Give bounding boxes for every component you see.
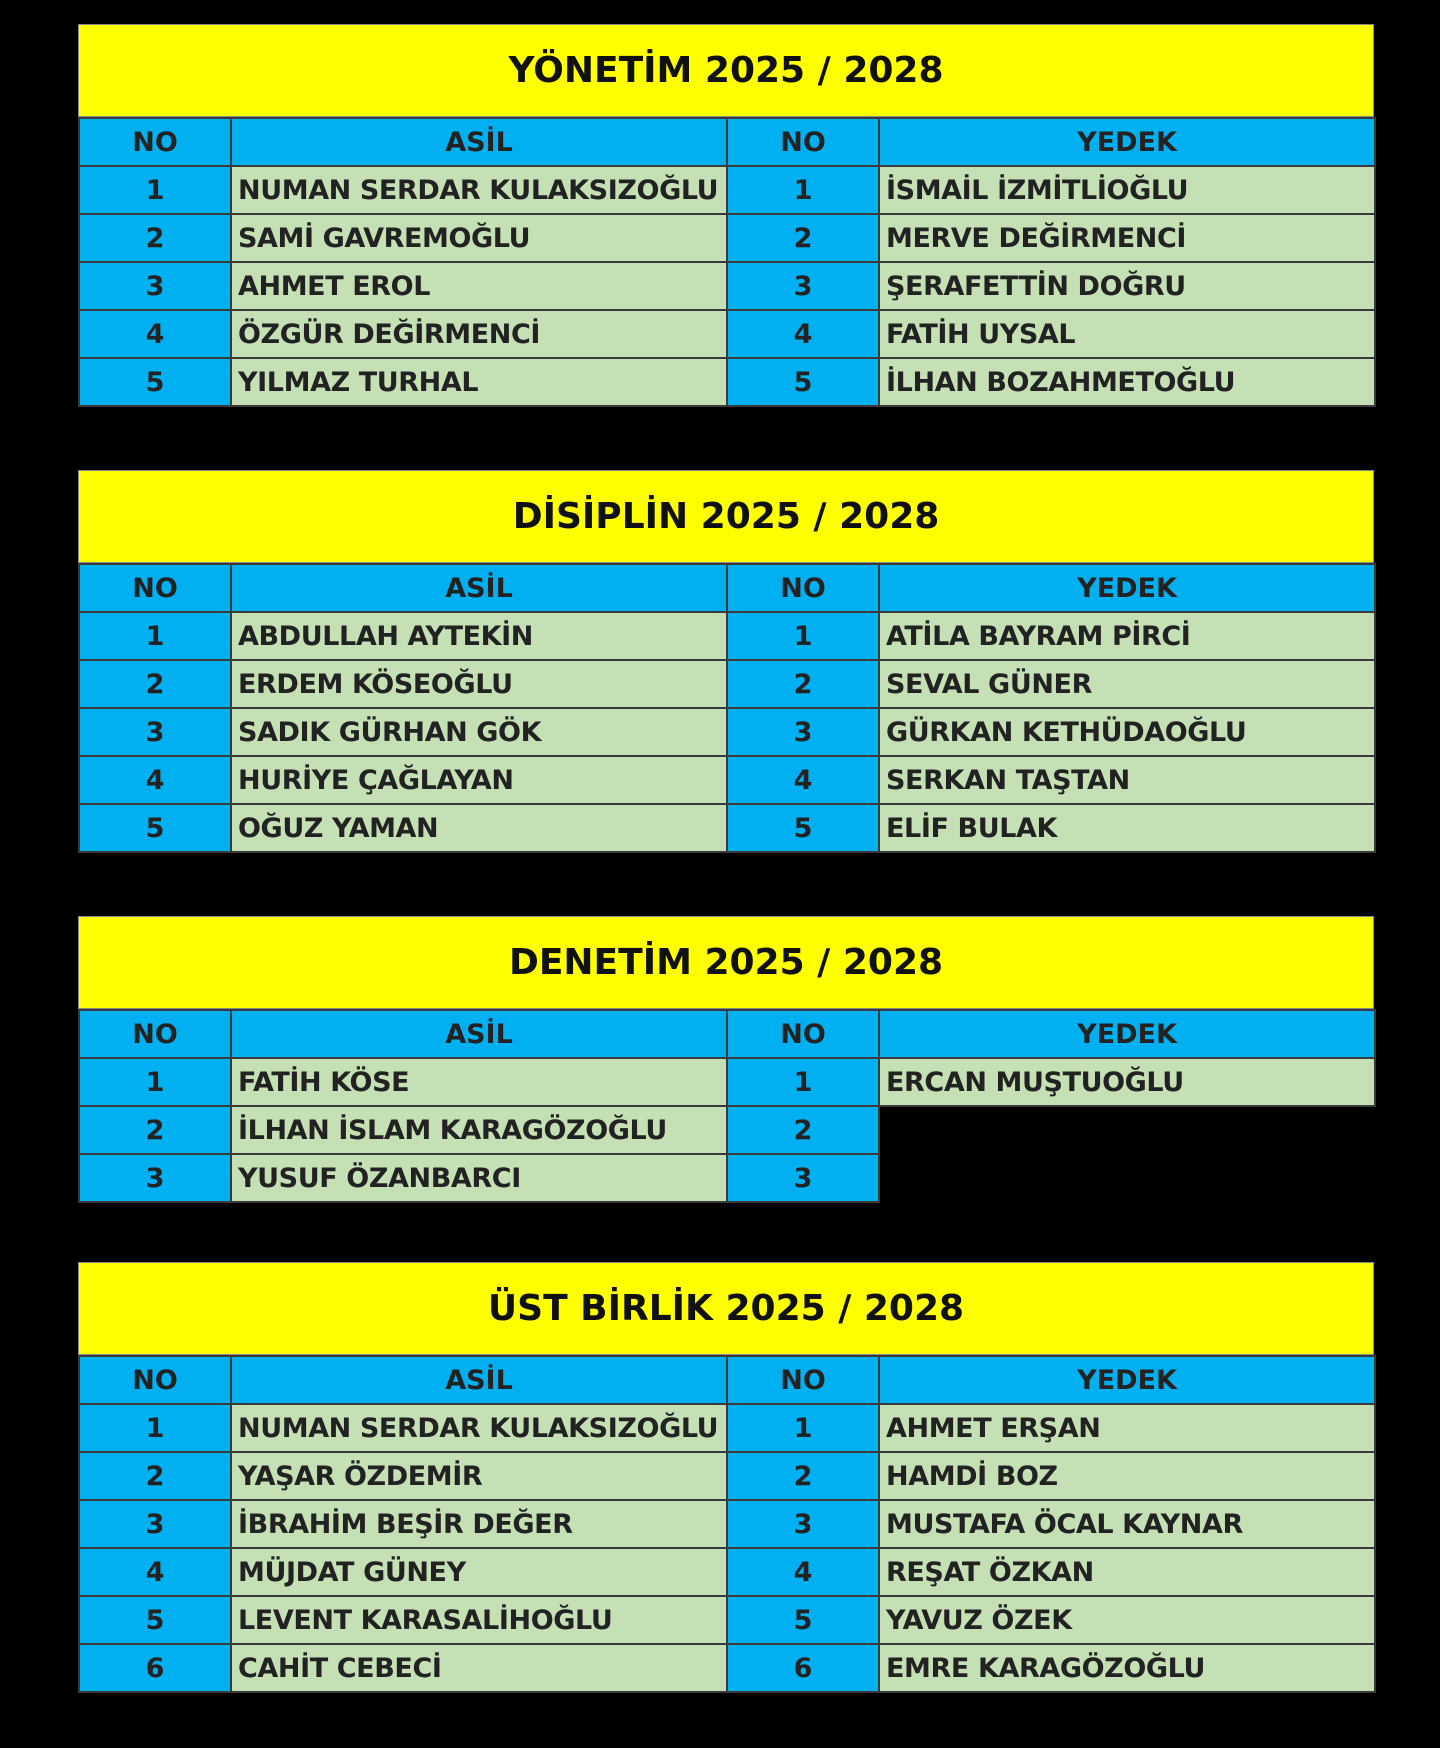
table-row: [79, 262, 1375, 310]
table-row: [79, 1548, 1375, 1596]
header-asil: ASİL: [231, 564, 727, 612]
members-table: [78, 1355, 1376, 1693]
table-row: [79, 214, 1375, 262]
row-number: 5: [79, 1596, 231, 1644]
header-no: NO: [79, 1356, 231, 1404]
yedek-name: ATİLA BAYRAM PİRCİ: [879, 612, 1375, 660]
section-title: ÜST BİRLİK 2025 / 2028: [78, 1262, 1374, 1355]
yedek-name: SERKAN TAŞTAN: [879, 756, 1375, 804]
row-number: 2: [727, 1452, 879, 1500]
yedek-name: ŞERAFETTİN DOĞRU: [879, 262, 1375, 310]
section-title: DENETİM 2025 / 2028: [78, 916, 1374, 1009]
yedek-name: MUSTAFA ÖCAL KAYNAR: [879, 1500, 1375, 1548]
yedek-name: MERVE DEĞİRMENCİ: [879, 214, 1375, 262]
row-number: 1: [79, 166, 231, 214]
table-row: [79, 612, 1375, 660]
row-number: 4: [727, 310, 879, 358]
table-header-row: [79, 1356, 1375, 1404]
asil-name: OĞUZ YAMAN: [231, 804, 727, 852]
row-number: 5: [727, 1596, 879, 1644]
row-number: 3: [79, 708, 231, 756]
header-no: NO: [727, 564, 879, 612]
yedek-name: GÜRKAN KETHÜDAOĞLU: [879, 708, 1375, 756]
asil-name: ABDULLAH AYTEKİN: [231, 612, 727, 660]
section-ust-birlik: [78, 1262, 1374, 1693]
header-asil: ASİL: [231, 1010, 727, 1058]
yedek-name: FATİH UYSAL: [879, 310, 1375, 358]
row-number: 1: [727, 1404, 879, 1452]
asil-name: AHMET EROL: [231, 262, 727, 310]
row-number: 2: [79, 660, 231, 708]
asil-name: NUMAN SERDAR KULAKSIZOĞLU: [231, 1404, 727, 1452]
asil-name: SAMİ GAVREMOĞLU: [231, 214, 727, 262]
row-number: 5: [79, 358, 231, 406]
table-row: [79, 708, 1375, 756]
row-number: 1: [727, 166, 879, 214]
members-table: [78, 563, 1376, 853]
asil-name: YILMAZ TURHAL: [231, 358, 727, 406]
row-number: 2: [79, 1106, 231, 1154]
row-number: 3: [727, 708, 879, 756]
header-asil: ASİL: [231, 118, 727, 166]
row-number: 2: [727, 1106, 879, 1154]
asil-name: HURİYE ÇAĞLAYAN: [231, 756, 727, 804]
row-number: 5: [727, 358, 879, 406]
table-row: [79, 1058, 1375, 1106]
asil-name: ÖZGÜR DEĞİRMENCİ: [231, 310, 727, 358]
header-no: NO: [79, 564, 231, 612]
yedek-name: ERCAN MUŞTUOĞLU: [879, 1058, 1375, 1106]
row-number: 4: [79, 756, 231, 804]
empty-cell: [879, 1106, 1375, 1154]
row-number: 4: [79, 310, 231, 358]
table-row: [79, 358, 1375, 406]
asil-name: ERDEM KÖSEOĞLU: [231, 660, 727, 708]
yedek-name: SEVAL GÜNER: [879, 660, 1375, 708]
asil-name: CAHİT CEBECİ: [231, 1644, 727, 1692]
asil-name: MÜJDAT GÜNEY: [231, 1548, 727, 1596]
table-row: [79, 1500, 1375, 1548]
section-title: DİSİPLİN 2025 / 2028: [78, 470, 1374, 563]
table-row: [79, 1154, 1375, 1202]
table-row: [79, 1106, 1375, 1154]
row-number: 4: [727, 756, 879, 804]
asil-name: FATİH KÖSE: [231, 1058, 727, 1106]
row-number: 1: [79, 1404, 231, 1452]
header-yedek: YEDEK: [879, 118, 1375, 166]
row-number: 1: [79, 1058, 231, 1106]
table-row: [79, 1404, 1375, 1452]
table-row: [79, 804, 1375, 852]
row-number: 3: [79, 1154, 231, 1202]
row-number: 4: [727, 1548, 879, 1596]
row-number: 3: [727, 1154, 879, 1202]
row-number: 1: [727, 1058, 879, 1106]
row-number: 3: [79, 1500, 231, 1548]
section-denetim: [78, 916, 1374, 1203]
members-table: [78, 117, 1376, 407]
asil-name: YAŞAR ÖZDEMİR: [231, 1452, 727, 1500]
yedek-name: AHMET ERŞAN: [879, 1404, 1375, 1452]
yedek-name: İSMAİL İZMİTLİOĞLU: [879, 166, 1375, 214]
table-row: [79, 1452, 1375, 1500]
table-header-row: [79, 564, 1375, 612]
table-row: [79, 1596, 1375, 1644]
row-number: 5: [727, 804, 879, 852]
table-row: [79, 756, 1375, 804]
row-number: 1: [79, 612, 231, 660]
header-no: NO: [727, 118, 879, 166]
asil-name: İLHAN İSLAM KARAGÖZOĞLU: [231, 1106, 727, 1154]
asil-name: NUMAN SERDAR KULAKSIZOĞLU: [231, 166, 727, 214]
row-number: 1: [727, 612, 879, 660]
table-row: [79, 310, 1375, 358]
section-disiplin: [78, 470, 1374, 853]
section-yonetim: [78, 24, 1374, 407]
header-no: NO: [79, 1010, 231, 1058]
yedek-name: REŞAT ÖZKAN: [879, 1548, 1375, 1596]
yedek-name: ELİF BULAK: [879, 804, 1375, 852]
yedek-name: HAMDİ BOZ: [879, 1452, 1375, 1500]
header-yedek: YEDEK: [879, 564, 1375, 612]
row-number: 6: [79, 1644, 231, 1692]
row-number: 3: [727, 262, 879, 310]
asil-name: YUSUF ÖZANBARCI: [231, 1154, 727, 1202]
members-table: [78, 1009, 1376, 1203]
row-number: 6: [727, 1644, 879, 1692]
row-number: 3: [727, 1500, 879, 1548]
asil-name: LEVENT KARASALİHOĞLU: [231, 1596, 727, 1644]
header-yedek: YEDEK: [879, 1356, 1375, 1404]
table-row: [79, 1644, 1375, 1692]
empty-cell: [879, 1154, 1375, 1202]
asil-name: SADIK GÜRHAN GÖK: [231, 708, 727, 756]
header-no: NO: [727, 1010, 879, 1058]
header-asil: ASİL: [231, 1356, 727, 1404]
yedek-name: EMRE KARAGÖZOĞLU: [879, 1644, 1375, 1692]
table-header-row: [79, 1010, 1375, 1058]
row-number: 5: [79, 804, 231, 852]
header-no: NO: [79, 118, 231, 166]
yedek-name: İLHAN BOZAHMETOĞLU: [879, 358, 1375, 406]
asil-name: İBRAHİM BEŞİR DEĞER: [231, 1500, 727, 1548]
row-number: 4: [79, 1548, 231, 1596]
row-number: 2: [79, 1452, 231, 1500]
table-row: [79, 660, 1375, 708]
row-number: 3: [79, 262, 231, 310]
row-number: 2: [727, 214, 879, 262]
row-number: 2: [79, 214, 231, 262]
header-no: NO: [727, 1356, 879, 1404]
yedek-name: YAVUZ ÖZEK: [879, 1596, 1375, 1644]
section-title: YÖNETİM 2025 / 2028: [78, 24, 1374, 117]
row-number: 2: [727, 660, 879, 708]
table-header-row: [79, 118, 1375, 166]
table-row: [79, 166, 1375, 214]
header-yedek: YEDEK: [879, 1010, 1375, 1058]
